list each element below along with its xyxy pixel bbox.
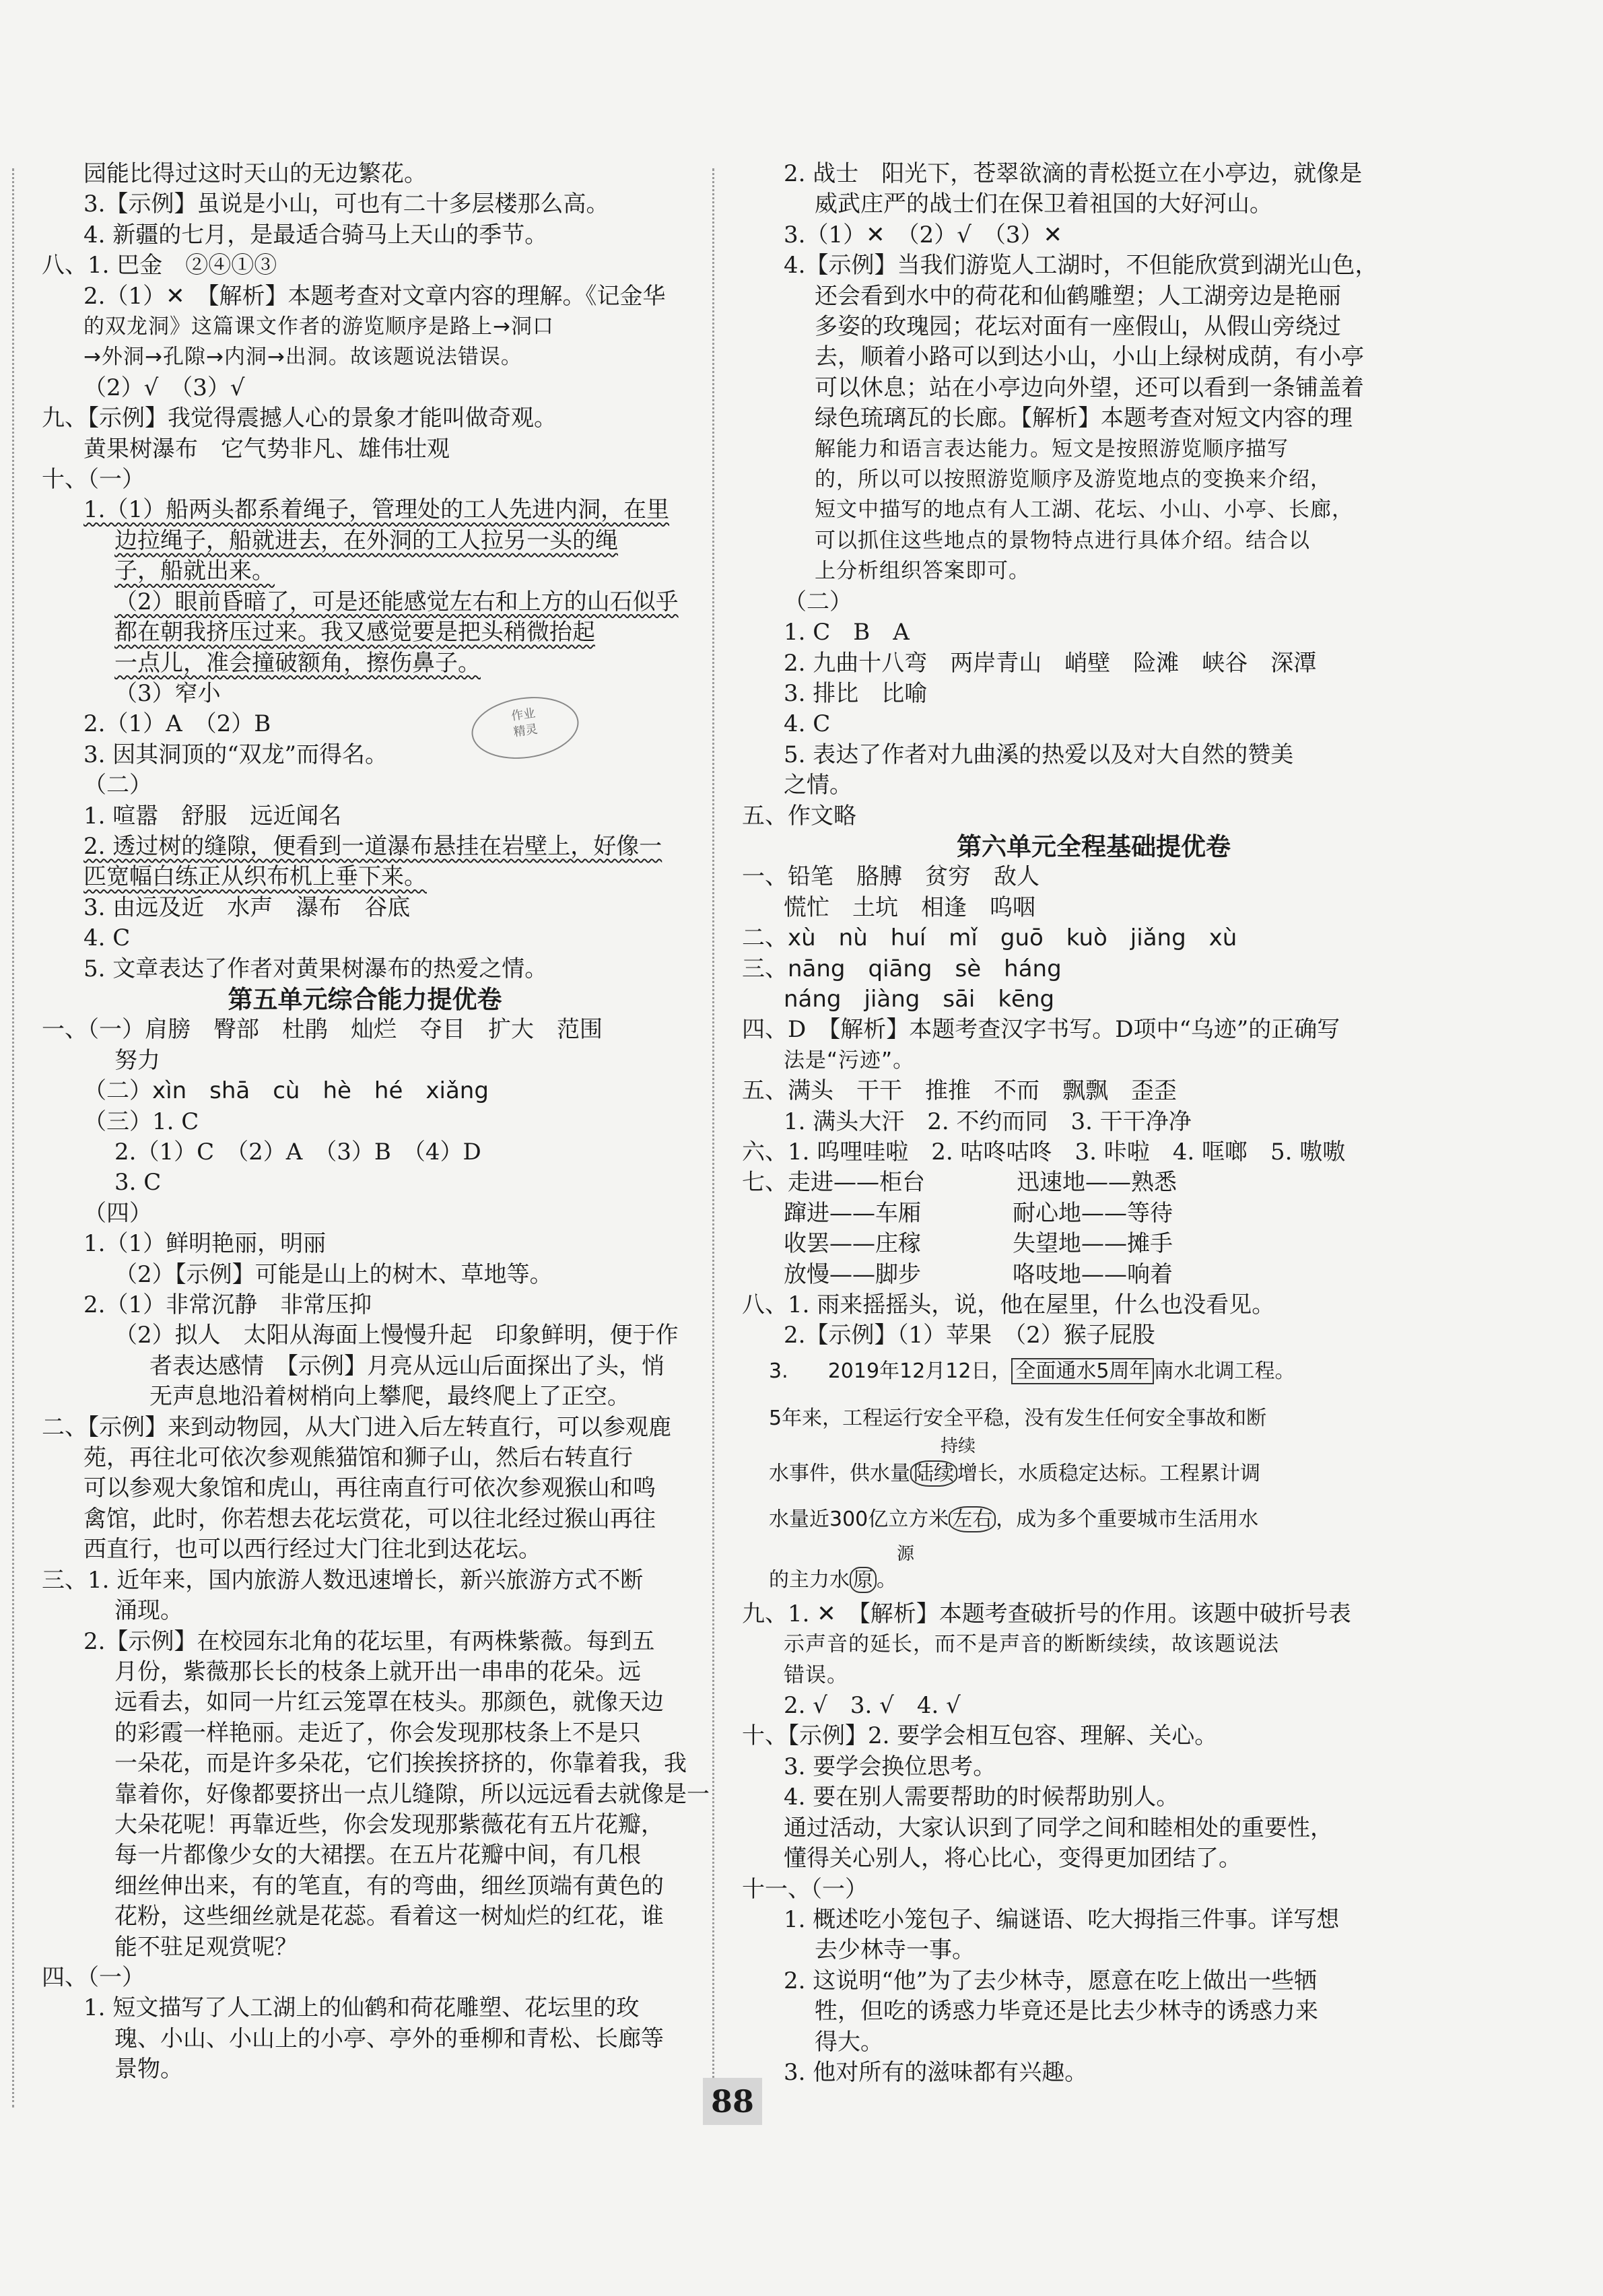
left-column (42, 159, 710, 2085)
answer-line (742, 1996, 1445, 2027)
answer-line (42, 403, 688, 434)
answer-line (42, 1320, 688, 1351)
answer-text: 八、1. 雨来摇摇头，说，他在屋里，什么也没看见。 (742, 1291, 1275, 1319)
answer-text: （2）眼前昏暗了，可是还能感觉左右和上方的山石似乎 (114, 588, 679, 615)
answer-text: 4. C (83, 924, 131, 952)
hw-circ2: 左右 (949, 1506, 996, 1532)
hw-box: 全面通水5周年 (1011, 1358, 1153, 1384)
answer-line (742, 801, 1445, 832)
answer-line (42, 1840, 688, 1870)
answer-line (742, 648, 1445, 679)
answer-text: 1. 概述吃小笼包子、编谜语、吃大拇指三件事。详写想 (784, 1905, 1340, 1933)
answer-line (42, 1076, 688, 1106)
answer-line (42, 2054, 688, 2085)
answer-text: 可以参观大象馆和虎山，再往南直行可依次参观猴山和鸣 (83, 1475, 656, 1502)
answer-line (742, 770, 1445, 801)
answer-line (742, 1599, 1445, 1629)
answer-text: 苑，再往北可依次参观熊猫馆和狮子山，然后右转直行 (83, 1444, 633, 1472)
answer-line (742, 1875, 1445, 1905)
answer-text: 西直行，也可以西行经过大门往北到达花坛。 (83, 1536, 541, 1563)
answer-text: 九、1. ✕ 【解析】本题考查破折号的作用。该题中破折号表 (742, 1600, 1351, 1627)
answer-line (742, 1290, 1445, 1320)
answer-line (742, 1691, 1445, 1721)
answer-text: （二）xìn shā cù hè hé xiǎng (83, 1077, 489, 1105)
answer-line (42, 1534, 688, 1565)
answer-line (42, 312, 688, 342)
answer-line (742, 1260, 1445, 1290)
answer-text: 三、1. 近年来，国内旅游人数迅速增长，新兴旅游方式不断 (42, 1566, 644, 1594)
answer-line (742, 556, 1445, 586)
answer-line (42, 617, 688, 648)
answer-line (742, 1935, 1445, 1965)
answer-line (742, 1844, 1445, 1874)
answer-text: 一朵花，而是许多朵花，它们挨挨挤挤的，你靠着我，我 (114, 1750, 687, 1778)
hw-line1-post: 南水北调工程。 (1153, 1359, 1295, 1383)
answer-text: 之情。 (784, 772, 852, 799)
answer-text: 五、作文略 (742, 802, 856, 830)
answer-line (742, 740, 1445, 770)
answer-line (42, 1290, 688, 1320)
answer-line (42, 1107, 688, 1137)
answer-line (742, 1966, 1445, 1996)
answer-text: （三）1. C (83, 1108, 199, 1135)
answer-text: 多姿的玫瑰园；花坛对面有一座假山，从假山旁绕过 (815, 313, 1341, 341)
handwritten-correction-passage (742, 1351, 1445, 1599)
answer-line (742, 220, 1445, 250)
answer-line (42, 1687, 688, 1718)
answer-text: 1.（1）船两头都系着绳子，管理处的工人先进内洞，在里 (83, 496, 670, 524)
left-divider (12, 168, 14, 2107)
answer-text: 禽馆，此时，你若想去花坛赏花，可以往北经过猴山再往 (83, 1505, 656, 1532)
hw-line2: 5年来，工程运行安全平稳，没有发生任何安全事故和断 (769, 1406, 1267, 1430)
answer-line (42, 832, 688, 862)
answer-line (42, 893, 688, 923)
answer-text: 慌忙 土坑 相逢 呜咽 (784, 893, 1035, 921)
answer-line (742, 923, 1445, 953)
answer-line (42, 923, 688, 953)
answer-line (42, 1993, 688, 2023)
answer-line (42, 587, 688, 617)
answer-text: 子，船就出来。 (114, 558, 275, 585)
hw-circ3: 原 (850, 1567, 877, 1593)
answer-text: 4.【示例】当我们游览人工湖时，不但能欣赏到湖光山色， (784, 252, 1378, 279)
answer-line (42, 679, 688, 709)
answer-text: 一点儿，准会撞破额角，擦伤鼻子。 (114, 649, 481, 677)
answer-line (42, 1871, 688, 1901)
answer-line (742, 1046, 1445, 1076)
answer-text: 3.【示例】虽说是小山，可也有二十多层楼那么高。 (83, 191, 609, 218)
answer-text: 2. 这说明“他”为了去少林寺，愿意在吃上做出一些牺 (784, 1967, 1318, 1994)
answer-line (42, 1198, 688, 1229)
answer-text: 还会看到水中的荷花和仙鹤雕塑；人工湖旁边是艳丽 (815, 282, 1341, 310)
answer-line (42, 373, 688, 403)
answer-text: 月份，紫薇那长长的枝条上就开出一串串的花朵。远 (114, 1658, 641, 1685)
answer-text: 3. 要学会换位思考。 (784, 1753, 996, 1780)
answer-text: 景物。 (114, 2056, 183, 2083)
answer-line (742, 312, 1445, 342)
answer-line (42, 1810, 688, 1840)
answer-line (742, 679, 1445, 709)
answer-text: 都在朝我挤压过来。我又感觉要是把头稍微抬起 (114, 619, 595, 646)
answer-line (742, 1813, 1445, 1844)
section-title (42, 984, 688, 1015)
answer-line (42, 1137, 688, 1168)
answer-line (742, 1721, 1445, 1751)
answer-line (742, 1076, 1445, 1106)
hw-line3-post: 增长，水质稳定达标。工程累计调 (957, 1461, 1260, 1485)
answer-text: 四、D 【解析】本题考查汉字书写。D项中“乌迹”的正确写 (742, 1016, 1340, 1044)
answer-line (42, 1932, 688, 1963)
answer-text: 2.（1）非常沉静 非常压抑 (83, 1291, 372, 1319)
answer-text: náng jiàng sāi kēng (784, 985, 1055, 1013)
answer-line (42, 281, 688, 312)
answer-line (742, 159, 1445, 189)
answer-line (742, 1015, 1445, 1045)
answer-line (42, 2024, 688, 2054)
answer-text: 十、【示例】2. 要学会相互包容、理解、关心。 (742, 1722, 1218, 1750)
answer-text: 2. 九曲十八弯 两岸青山 峭壁 险滩 峡谷 深潭 (784, 649, 1317, 677)
answer-text: 去，顺着小路可以到达小山，小山上绿树成荫，有小亭 (815, 343, 1364, 371)
answer-text: （2）√ （3）√ (83, 374, 245, 401)
answer-line (42, 1627, 688, 1657)
answer-line (742, 954, 1445, 984)
answer-line (42, 556, 688, 586)
answer-line (42, 1749, 688, 1779)
answer-text: 3. C (114, 1169, 162, 1196)
answer-text: 靠着你，好像都要挤出一点儿缝隙，所以远远看去就像是一 (114, 1780, 710, 1808)
answer-text: 懂得关心别人，将心比心，变得更加团结了。 (784, 1845, 1241, 1872)
answer-text: 五、满头 干干 推推 不而 飘飘 歪歪 (742, 1077, 1177, 1105)
answer-line (742, 434, 1445, 465)
answer-line (742, 984, 1445, 1015)
answer-text: 七、走进——柜台 迅速地——熟悉 (742, 1169, 1177, 1196)
answer-line (42, 1168, 688, 1198)
answer-text: 牲，但吃的诱惑力毕竟还是比去少林寺的诱惑力来 (815, 1998, 1318, 2025)
answer-line (742, 1229, 1445, 1259)
section-title (742, 832, 1445, 862)
hw-insert2: 源 (897, 1543, 915, 1564)
answer-text: 上分析组织答案即可。 (815, 559, 1030, 584)
stamp-line1: 作业 (510, 706, 537, 724)
answer-text: 匹宽幅白练正从织布机上垂下来。 (83, 863, 427, 891)
answer-line (42, 1443, 688, 1473)
answer-line (42, 801, 688, 832)
answer-text: 十一、（一） (742, 1875, 868, 1903)
answer-text: 黄果树瀑布 它气势非凡、雄伟壮观 (83, 435, 450, 463)
answer-text: 法是“污迹”。 (784, 1048, 915, 1073)
answer-text: 一、铅笔 胳膊 贫穷 敌人 (742, 863, 1039, 891)
answer-line (42, 465, 688, 495)
answer-text: 威武庄严的战士们在保卫着祖国的大好河山。 (815, 191, 1272, 218)
answer-line (742, 465, 1445, 495)
answer-line (742, 617, 1445, 648)
answer-text: 2. 透过树的缝隙，便看到一道瀑布悬挂在岩壁上，好像一 (83, 832, 662, 860)
answer-text: 通过活动，大家认识到了同学之间和睦相处的重要性， (784, 1814, 1333, 1842)
answer-text: 二、【示例】来到动物园，从大门进入后左转直行，可以参观鹿 (42, 1413, 671, 1441)
hw-line3-pre: 水事件，供水量 (769, 1461, 910, 1485)
answer-text: 1. 满头大汗 2. 不约而同 3. 干干净净 (784, 1108, 1192, 1135)
answer-line (42, 1046, 688, 1076)
answer-text: 四、（一） (42, 1963, 145, 1991)
answer-text: 4. C (784, 710, 831, 738)
answer-line (742, 862, 1445, 892)
answer-line (42, 1473, 688, 1504)
answer-text: 的彩霞一样艳丽。走近了，你会发现那枝条上不是只 (114, 1719, 641, 1747)
answer-text: 去少林寺一事。 (815, 1936, 975, 1964)
answer-line (742, 250, 1445, 281)
answer-line (742, 1782, 1445, 1813)
answer-text: 细丝伸出来，有的笔直，有的弯曲，细丝顶端有黄色的 (114, 1872, 664, 1899)
answer-text: 能不驻足观赏呢？ (114, 1933, 298, 1961)
hw-line4-pre: 水量近300亿立方米 (769, 1507, 949, 1531)
answer-line (742, 1752, 1445, 1782)
hw-insert1: 持续 (941, 1436, 976, 1456)
answer-line (42, 862, 688, 892)
answer-text: 无声息地沿着树梢向上攀爬，最终爬上了正空。 (149, 1383, 630, 1411)
hw-circ1: 陆续 (910, 1460, 957, 1487)
answer-line (742, 189, 1445, 220)
answer-line (42, 1718, 688, 1749)
answer-text: 1. C B A (784, 619, 910, 646)
answer-text: 十、（一） (42, 466, 145, 494)
answer-text: 短文中描写的地点有人工湖、花坛、小山、小亭、长廊， (815, 498, 1353, 522)
answer-text: 2. √ 3. √ 4. √ (784, 1692, 961, 1720)
answer-line (742, 403, 1445, 434)
answer-line (42, 495, 688, 525)
answer-line (42, 1351, 688, 1382)
answer-text: 2.【示例】（1）苹果 （2）猴子屁股 (784, 1322, 1155, 1349)
answer-line (742, 495, 1445, 525)
answer-line (42, 954, 688, 984)
answer-text: （四） (83, 1199, 152, 1227)
answer-line (42, 1963, 688, 1993)
answer-line (742, 709, 1445, 739)
answer-text: 收罢——庄稼 失望地——摊手 (784, 1230, 1173, 1258)
answer-line (742, 1137, 1445, 1168)
answer-text: （2）拟人 太阳从海面上慢慢升起 印象鲜明，便于作 (114, 1322, 679, 1349)
answer-line (42, 1015, 688, 1045)
answer-text: 2.（1）✕ 【解析】本题考查对文章内容的理解。《记金华 (83, 282, 666, 310)
answer-line (42, 1780, 710, 1810)
answer-line (42, 770, 688, 801)
answer-text: 第六单元全程基础提优卷 (957, 832, 1231, 861)
answer-text: 解能力和语言表达能力。短文是按照游览顺序描写 (815, 436, 1289, 461)
answer-text: 3. 他对所有的滋味都有兴趣。 (784, 2058, 1088, 2086)
answer-text: 涌现。 (114, 1597, 183, 1625)
answer-line (742, 587, 1445, 617)
answer-text: 八、1. 巴金 ②④①③ (42, 252, 277, 279)
answer-text: 错误。 (784, 1662, 848, 1687)
answer-line (742, 1168, 1445, 1198)
answer-text: 可以休息；站在小亭边向外望，还可以看到一条铺盖着 (815, 374, 1364, 401)
hw-label: 3. (769, 1359, 788, 1383)
answer-line (42, 220, 688, 250)
hw-line5-post: 。 (877, 1567, 897, 1592)
answer-text: 3.（1）✕ （2）√ （3）✕ (784, 221, 1062, 248)
page-number: 88 (703, 2078, 762, 2125)
answer-text: 瑰、小山、小山上的小亭、亭外的垂柳和青松、长廊等 (114, 2025, 664, 2052)
answer-text: 远看去，如同一片红云笼罩在枝头。那颜色，就像天边 (114, 1689, 664, 1716)
answer-line (742, 1660, 1445, 1691)
answer-line (42, 740, 688, 770)
answer-line (42, 250, 688, 281)
answer-line (42, 1504, 688, 1534)
answer-text: 1. 短文描写了人工湖上的仙鹤和荷花雕塑、花坛里的玫 (83, 1994, 640, 2022)
answer-line (42, 1413, 688, 1443)
answer-line (742, 2058, 1445, 2088)
answer-text: 2.【示例】在校园东北角的花坛里，有两株紫薇。每到五 (83, 1627, 655, 1655)
answer-text: 园能比得过这时天山的无边繁花。 (83, 160, 427, 187)
answer-text: 5. 表达了作者对九曲溪的热爱以及对大自然的赞美 (784, 741, 1294, 768)
answer-line (742, 281, 1445, 312)
answer-text: 3. 因其洞顶的“双龙”而得名。 (83, 741, 388, 768)
answer-text: 二、xù nù huí mǐ guō kuò jiǎng xù (742, 924, 1237, 952)
answer-text: 3. 排比 比喻 (784, 679, 928, 707)
answer-text: 可以抓住这些地点的景物特点进行具体介绍。结合以 (815, 528, 1310, 553)
answer-text: 1.（1）鲜明艳丽，明丽 (83, 1230, 327, 1258)
answer-line (42, 159, 688, 189)
answer-text: 2.（1）C （2）A （3）B （4）D (114, 1139, 481, 1166)
answer-line (42, 1382, 688, 1412)
hw-line4-post: ，成为多个重要城市生活用水 (996, 1507, 1259, 1531)
answer-text: 绿色琉璃瓦的长廊。【解析】本题考查对短文内容的理 (815, 405, 1353, 432)
answer-text: 一、（一）肩膀 臀部 杜鹃 灿烂 夺目 扩大 范围 (42, 1016, 603, 1044)
answer-line (742, 526, 1445, 556)
answer-line (42, 648, 688, 679)
answer-text: 努力 (114, 1046, 160, 1074)
answer-text: 2. 战士 阳光下，苍翠欲滴的青松挺立在小亭边，就像是 (784, 160, 1363, 187)
answer-text: 1. 喧嚣 舒服 远近闻名 (83, 802, 342, 830)
right-column (742, 159, 1445, 2088)
center-divider (712, 168, 714, 2107)
answer-text: 示声音的延长，而不是声音的断断续续，故该题说法 (784, 1632, 1279, 1657)
answer-line (742, 1629, 1445, 1660)
answer-text: 第五单元综合能力提优卷 (228, 984, 502, 1014)
answer-text: 花粉，这些细丝就是花蕊。看着这一树灿烂的红花，谁 (114, 1903, 664, 1930)
answer-text: （二） (784, 588, 852, 615)
answer-line (42, 1565, 688, 1596)
answer-line (42, 526, 688, 556)
answer-line (42, 434, 688, 465)
answer-line (742, 342, 1445, 372)
answer-text: 每一片都像少女的大裙摆。在五片花瓣中间，有几根 (114, 1842, 641, 1869)
answer-line (742, 1320, 1445, 1351)
answer-text: （二） (83, 772, 152, 799)
answer-text: 蹿进——车厢 耐心地——等待 (784, 1199, 1173, 1227)
answer-line (742, 1198, 1445, 1229)
answer-line (42, 709, 688, 739)
answer-text: 放慢——脚步 咯吱地——响着 (784, 1260, 1173, 1288)
answer-text: 的，所以可以按照游览顺序及游览地点的变换来介绍， (815, 467, 1332, 492)
answer-text: 的双龙洞》这篇课文作者的游览顺序是路上→洞口 (83, 314, 554, 339)
answer-line (42, 1657, 688, 1687)
answer-text: （3）窄小 (114, 679, 221, 707)
answer-text: 者表达感情 【示例】月亮从远山后面探出了头，悄 (149, 1352, 664, 1380)
hw-line5-pre: 的主力水 (769, 1567, 850, 1592)
answer-text: 六、1. 呜哩哇啦 2. 咕咚咕咚 3. 咔啦 4. 哐啷 5. 嗷嗷 (742, 1139, 1346, 1166)
answer-text: 得大。 (815, 2028, 883, 2056)
answer-text: 4. 要在别人需要帮助的时候帮助别人。 (784, 1784, 1180, 1811)
answer-text: →外洞→孔隙→内洞→出洞。故该题说法错误。 (83, 345, 522, 370)
answer-line (742, 1905, 1445, 1935)
answer-text: （2）【示例】可能是山上的树木、草地等。 (114, 1260, 553, 1288)
answer-line (42, 1260, 688, 1290)
answer-text: 九、【示例】我觉得震撼人心的景象才能叫做奇观。 (42, 405, 557, 432)
answer-line (42, 342, 688, 372)
answer-text: 3. 由远及近 水声 瀑布 谷底 (83, 893, 411, 921)
stamp-line2: 精灵 (512, 722, 539, 740)
answer-line (42, 189, 688, 220)
answer-text: 5. 文章表达了作者对黄果树瀑布的热爱之情。 (83, 955, 548, 982)
answer-text: 三、nāng qiāng sè háng (742, 955, 1062, 982)
answer-text: 边拉绳子，船就进去，在外洞的工人拉另一头的绳 (114, 527, 618, 554)
answer-line (742, 2027, 1445, 2058)
answer-line (742, 373, 1445, 403)
answer-line (742, 893, 1445, 923)
answer-text: 2.（1）A （2）B (83, 710, 271, 738)
answer-line (742, 1107, 1445, 1137)
answer-text: 4. 新疆的七月，是最适合骑马上天山的季节。 (83, 221, 548, 248)
answer-line (42, 1596, 688, 1626)
answer-text: 大朵花呢！再靠近些，你会发现那紫薇花有五片花瓣， (114, 1811, 664, 1838)
answer-line (42, 1229, 688, 1259)
answer-line (42, 1901, 688, 1932)
hw-line1-pre: 2019年12月12日， (827, 1359, 1012, 1383)
